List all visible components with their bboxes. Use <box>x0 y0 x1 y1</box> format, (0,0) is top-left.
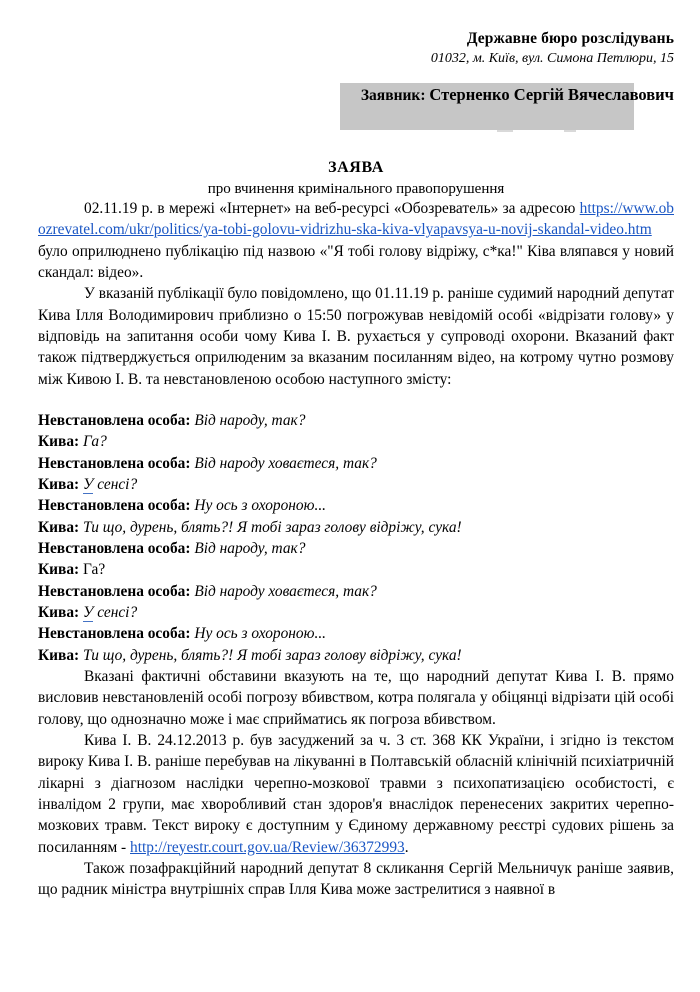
paragraph-text-tail: . <box>404 838 409 856</box>
dialogue-speaker: Невстановлена особа: <box>38 454 191 472</box>
dialogue-line <box>38 559 674 580</box>
page-title: ЗАЯВА <box>328 158 384 176</box>
page-subtitle: про вчинення кримінального правопорушення <box>207 180 505 197</box>
dialogue-speaker: Кива: <box>38 433 80 451</box>
addressee-organization: Державне бюро розслідувань <box>466 30 674 47</box>
dialogue-line <box>38 602 674 623</box>
court-registry-link[interactable]: http://reyestr.court.gov.ua/Review/36372993 <box>130 838 405 856</box>
dialogue-speaker: Невстановлена особа: <box>38 497 191 515</box>
dialogue-speaker: Кива: <box>38 646 80 664</box>
dialogue-line <box>38 495 674 516</box>
dialogue-utterance: Га? <box>83 433 107 451</box>
addressee-address: 01032, м. Київ, вул. Симона Петлюри, 15 <box>430 50 674 66</box>
dialogue-line <box>38 517 674 538</box>
dialogue-speaker: Кива: <box>38 603 80 621</box>
dialogue-utterance: Від народу ховаєтеся, так? <box>194 454 377 472</box>
dialogue-line <box>38 581 674 602</box>
dialogue-utterance: У сенсі? <box>83 603 138 621</box>
paragraph-melnychuk-statement: Також позафракційний народний депутат 8 скликання Сергій Мельничук раніше заявив, що радник міністра внутрішніх справ Ілля Кива може застрелитися з наявної в <box>38 859 674 899</box>
dialogue-utterance: Ти що, дурень, блять?! Я тобі зараз голову відріжу, сука! <box>83 646 462 664</box>
dialogue-speaker: Невстановлена особа: <box>38 582 191 600</box>
dialogue-line <box>38 474 674 495</box>
dialogue-utterance: Від народу, так? <box>194 411 306 429</box>
dialogue-speaker: Кива: <box>38 518 80 536</box>
applicant-row <box>38 85 674 105</box>
dialogue-speaker: Невстановлена особа: <box>38 539 191 557</box>
dialogue-line <box>38 538 674 559</box>
title-block <box>38 159 674 198</box>
paragraph-text-tail: було оприлюднено публікацію під назвою «"Я тобі голову відріжу, с*ка!" Ківа вляпався у новий скандал: відео». <box>38 242 674 281</box>
paragraph-text-lead: Кива І. В. 24.12.2013 р. був засуджений за ч. 3 ст. 368 КК України, і згідно із текстом вироку Кива І. В. раніше перебував на лікуванні в Полтавській обласній клінічній психіатричній лікарні з діагнозом наслідки черепно-мозкової травми з психопатизацією особистості, є інвалідом 2 групи, має хворобливий стан здоров'я внаслідок перенесених закритих черепно-мозкових травм. Текст вироку є доступним у Єдиному державному реєстрі судових рішень за посиланням - <box>38 731 674 856</box>
dialogue-utterance: Ну ось з охороною... <box>194 625 327 643</box>
document-body <box>38 30 674 900</box>
paragraph-publication-reference <box>38 198 674 283</box>
dialogue-utterance: Від народу, так? <box>194 539 306 557</box>
grammar-check-underline: У <box>83 603 94 621</box>
dialogue-utterance: Ти що, дурень, блять?! Я тобі зараз голову відріжу, сука! <box>83 518 462 536</box>
dialogue-utterance: Га? <box>83 561 106 579</box>
dialogue-line <box>38 453 674 474</box>
applicant-name: Стерненко Сергій Вячеславович <box>429 84 674 104</box>
paragraph-criminal-record <box>38 730 674 858</box>
obozrevatel-article-link[interactable]: https://www.obozrevatel.com/ukr/politics/ya-tobi-golovu-vidrizhu-ska-kiva-vlyapavsya-u-novij-skandal-video.htm <box>38 199 674 239</box>
dialogue-speaker: Кива: <box>38 475 80 493</box>
dialogue-line <box>38 410 674 431</box>
dialogue-speaker: Кива: <box>38 561 80 579</box>
paragraph-text-lead: 02.11.19 р. в мережі «Інтернет» на веб-ресурсі «Обозреватель» за адресою <box>84 199 580 217</box>
dialogue-utterance: Від народу ховаєтеся, так? <box>194 582 377 600</box>
dialogue-line <box>38 645 674 666</box>
dialogue-speaker: Невстановлена особа: <box>38 411 191 429</box>
dialogue-line <box>38 623 674 644</box>
dialogue-speaker: Невстановлена особа: <box>38 625 191 643</box>
applicant-label: Заявник: <box>360 86 426 104</box>
grammar-check-underline: У <box>83 475 94 493</box>
dialogue-utterance: У сенсі? <box>83 475 138 493</box>
paragraph-legal-conclusion: Вказані фактичні обставини вказують на те, що народний депутат Кива І. В. прямо висловив невстановленій особі погрозу вбивством, котра полягала у обіцянці відрізати цій особі голову, що однозначно може і має сприйматись як погроза вбивством. <box>38 667 674 728</box>
document-header <box>38 30 674 67</box>
paragraph-publication-summary: У вказаній публікації було повідомлено, що 01.11.19 р. раніше судимий народний депутат Кива Ілля Володимирович приблизно о 15:50 погрожував невідомій особі «відрізати голову» у відповідь на запитання особи чому Кива І. В. рухається у супроводі охорони. Вказаний факт також підтверджується оприлюденим за вказаним посиланням відео, на котрому чутно розмову між Кивою І. В. та невстановленою особою наступного змісту: <box>38 285 674 388</box>
dialogue-transcript <box>38 410 674 666</box>
dialogue-line <box>38 431 674 452</box>
dialogue-utterance: Ну ось з охороною... <box>194 497 327 515</box>
